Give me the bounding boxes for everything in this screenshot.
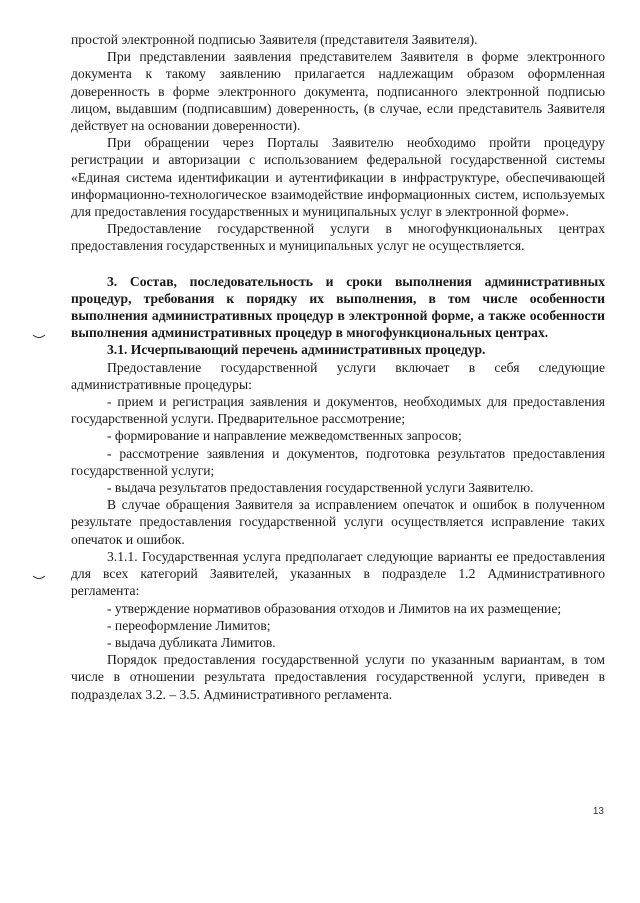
list-item: - рассмотрение заявления и документов, подготовка результатов предоставления государственной услуги; [71, 445, 605, 478]
list-item: - выдача дубликата Лимитов. [107, 634, 276, 650]
list-item: - выдача результатов предоставления государственной услуги Заявителю. [107, 480, 534, 496]
subsection-heading: 3.1. Исчерпывающий перечень административных процедур. [107, 342, 486, 358]
document-body [71, 31, 605, 703]
list-item: - переоформление Лимитов; [107, 617, 271, 633]
paragraph: простой электронной подписью Заявителя (представителя Заявителя). [71, 32, 478, 47]
margin-mark [32, 575, 46, 581]
paragraph: 3.1.1. Государственная услуга предполагает следующие варианты ее предоставления для всех категорий Заявителей, указанных в подразделе 1.2 Административного регламента: [71, 548, 605, 599]
margin-mark [32, 334, 46, 340]
paragraph: При обращении через Порталы Заявителю необходимо пройти процедуру регистрации и авторизации с использованием федеральной государственной системы «Единая система идентификации и аутентификации в инфраструктуре, обеспечивающей информационно-технологическое взаимодействие информационных систем, используемых для предоставления государственных и муниципальных услуг в электронной форме». [71, 135, 605, 220]
paragraph: В случае обращения Заявителя за исправлением опечаток и ошибок в полученном результате предоставления государственной услуги осуществляется исправление таких опечаток и ошибок. [71, 497, 605, 547]
paragraph: При представлении заявления представителем Заявителя в форме электронного документа к такому заявлению прилагается надлежащим образом оформленная доверенность в форме электронного документа, подписанного электронной подписью лицом, выдавшим (подписавшим) доверенность, (в случае, если представитель Заявителя действует на основании доверенности). [71, 49, 605, 134]
list-item: - прием и регистрация заявления и документов, необходимых для предоставления государственной услуги. Предварительное рассмотрение; [71, 394, 605, 427]
section-heading: 3. Состав, последовательность и сроки выполнения административных процедур, требования к порядку их выполнения, в том числе особенности выполнения административных процедур в электронной форме, а также особенности выполнения административных процедур в многофункциональных центрах. [71, 273, 605, 341]
page-number: 13 [592, 806, 604, 817]
paragraph: Предоставление государственной услуги в многофункциональных центрах предоставления государственных и муниципальных услуг не осуществляется. [71, 221, 605, 254]
paragraph: Порядок предоставления государственной услуги по указанным вариантам, в том числе в отношении результата предоставления государственной услуги, приведен в подразделах 3.2. – 3.5. Административного регламента. [71, 652, 605, 702]
paragraph: Предоставление государственной услуги включает в себя следующие административные процедуры: [71, 359, 605, 392]
list-item: - утверждение нормативов образования отходов и Лимитов на их размещение; [107, 600, 562, 616]
list-item: - формирование и направление межведомственных запросов; [107, 428, 462, 444]
